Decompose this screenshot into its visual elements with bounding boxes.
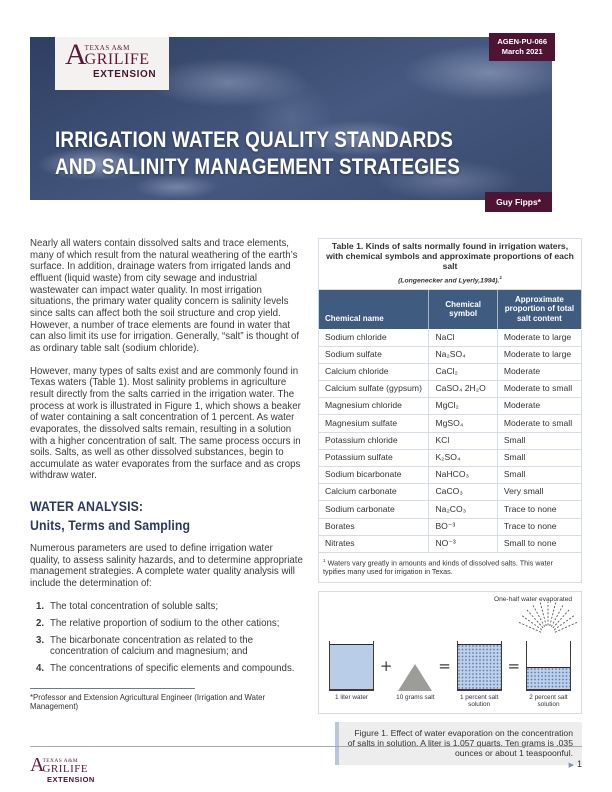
table-row: Sodium bicarbonate NaHCO₃ Small [319, 466, 582, 483]
right-column [318, 238, 582, 765]
analysis-paragraph: Numerous parameters are used to define irrigation water quality, to assess salinity hazards, and to determine appropriate management strategies. A complete water quality analysis will include the determination of: [30, 543, 303, 590]
table-row: Calcium chloride CaCl₂ Moderate [319, 363, 582, 380]
content-columns [30, 238, 582, 765]
equals-sign: = [438, 656, 451, 675]
page-title [55, 127, 537, 180]
table-header-row [319, 289, 582, 329]
beaker-2-percent [526, 641, 571, 709]
evaporation-label: One-half water evaporated [493, 595, 573, 603]
intro-paragraph-2: However, many types of salts exist and are commonly found in Texas waters (Table 1). Most salinity problems in agriculture result directly from the salts carried in the irrigation water. The process at work is illustrated in Figure 1, which shows a beaker of water containing a salt concentration of 1 percent. As water evaporates, the dissolved salts remain, resulting in a solution with a higher concentration of salt. The same process occurs in soils. Salts, as well as other dissolved substances, begin to accumulate as water evaporates from the surface and as crops withdraw water. [30, 365, 301, 482]
table-row: Sodium sulfate Na₂SO₄ Moderate to large [319, 346, 582, 363]
beaker-icon [457, 641, 502, 691]
section-heading-line-1: WATER ANALYSIS: [30, 498, 144, 515]
list-item [36, 601, 305, 613]
footnote-text: *Professor and Extension Agricultural Engineer (Irrigation and Water Management) [30, 692, 266, 712]
page-arrow-icon: ▶ [568, 762, 574, 769]
left-column [30, 238, 305, 765]
table-row: Sodium chloride NaCl Moderate to large [319, 329, 582, 346]
list-text: The relative proportion of sodium to the other cations; [50, 617, 280, 629]
logo-texas-am: TEXAS A&M [42, 758, 78, 764]
col-header-chemical-name: Chemical name [319, 289, 429, 329]
agrilife-logo [55, 37, 169, 90]
title-line-2: AND SALINITY MANAGEMENT STRATEGIES [55, 153, 461, 179]
intro-paragraph-1: Nearly all waters contain dissolved salts and trace elements, many of which result from the natural weathering of the earth’s surface. In addition, drainage waters from irrigated lands and effluent (liquid waste) from city sewage and industrial wastewater can impact water quality. In most irrigation situations, the primary water quality concern is salinity levels since salts can affect both the soil structure and crop yield. However, a number of trace elements are found in water that can also limit its use for irrigation. Generally, “salt” is thought of as ordinary table salt (sodium chloride). [30, 238, 300, 354]
list-number: 2. [36, 617, 45, 629]
agrilife-wordmark [65, 38, 169, 71]
beaker-1-label: 1 liter water [334, 693, 369, 701]
table-title-row [319, 239, 582, 290]
salt-pile [396, 664, 435, 701]
author-footnote [30, 688, 305, 712]
table-citation: (Longenecker and Lyerly,1994).$^1$ [398, 274, 502, 284]
beaker-1-liter [329, 641, 374, 701]
table-row: Nitrates NO⁻³ Small to none [319, 535, 582, 552]
table-1-salts [318, 238, 582, 583]
figure-diagram [329, 641, 571, 709]
publication-date: March 2021 [501, 46, 543, 56]
beaker-icon [526, 641, 571, 691]
list-text: The bicarbonate concentration as related to the concentration of calcium and magnesium; and [50, 634, 254, 658]
list-item [36, 663, 305, 675]
beaker-2-label: 1 percent salt solution [459, 693, 499, 709]
table-row: Sodium carbonate Na₂CO₃ Trace to none [319, 501, 582, 518]
logo-grilife: GRILIFE [84, 51, 150, 68]
salt-label: 10 grams salt [396, 693, 435, 701]
logo-grilife: GRILIFE [42, 763, 89, 775]
publication-number-badge [489, 33, 555, 61]
list-item [36, 635, 305, 658]
table-footnote-row [319, 552, 582, 582]
beaker-icon [329, 641, 374, 691]
list-number: 4. [36, 663, 45, 675]
evaporation-icon [515, 599, 581, 639]
logo-extension: EXTENSION [93, 69, 157, 80]
title-line-1: IRRIGATION WATER QUALITY STANDARDS [55, 127, 454, 152]
list-item [36, 618, 305, 630]
equals-sign: = [507, 656, 521, 675]
beaker-3-label: 2 percent salt solution [529, 693, 568, 709]
salt-triangle-icon [398, 664, 432, 691]
page-number [569, 759, 582, 769]
figure-1-caption: Figure 1. Effect of water evaporation on the concentration of salts in solution. A liter is 1.057 quarts. Ten grams is .035 ounces or about 1 teaspoonful. [335, 722, 582, 766]
col-header-proportion: Approximate proportion of total salt content [497, 289, 581, 329]
footer-agrilife-logo [30, 754, 95, 784]
table-row: Potassium chloride KCl Small [319, 432, 582, 449]
table-row: Borates BO⁻³ Trace to none [319, 518, 582, 535]
author-badge: Guy Fipps* [485, 192, 552, 212]
header-banner [30, 37, 552, 207]
footnote-rule [30, 688, 195, 689]
table-row: Calcium sulfate (gypsum) CaSO₄ 2H₂O Moderate to small [319, 381, 582, 398]
beaker-1-percent [457, 641, 502, 709]
table-title-text: Table 1. Kinds of salts normally found in irrigation waters, with chemical symbols and approximate proportions of each salt [326, 241, 574, 271]
table-footnote: $^1$ Waters vary greatly in amounts and kinds of dissolved salts. This water typifies many used for irrigation in Texas. [319, 552, 582, 582]
page-number-value: 1 [576, 759, 582, 769]
table-row: Magnesium chloride MgCl₂ Moderate [319, 398, 582, 415]
list-text: The concentrations of specific elements and compounds. [50, 663, 295, 675]
publication-number: AGEN-PU-066 [497, 37, 547, 46]
table-row: Calcium carbonate CaCO₃ Very small [319, 484, 582, 501]
col-header-chemical-symbol: Chemical symbol [429, 289, 497, 329]
table-row: Magnesium sulfate MgSO₄ Moderate to small [319, 415, 582, 432]
figure-1 [318, 591, 582, 714]
list-number: 3. [36, 634, 45, 646]
section-heading-line-2: Units, Terms and Sampling [30, 517, 191, 534]
plus-sign: + [379, 656, 393, 675]
list-text: The total concentration of soluble salts; [50, 600, 219, 612]
list-number: 1. [36, 600, 45, 612]
numbered-list [36, 601, 305, 675]
logo-big-a: A [30, 754, 45, 776]
logo-extension: EXTENSION [47, 775, 95, 784]
logo-texas-am: TEXAS A&M [84, 44, 130, 52]
footer-divider [30, 746, 582, 747]
table-row: Potassium sulfate K₂SO₄ Small [319, 449, 582, 466]
section-heading [30, 497, 305, 535]
logo-big-a: A [65, 38, 87, 71]
table-title [319, 239, 582, 290]
